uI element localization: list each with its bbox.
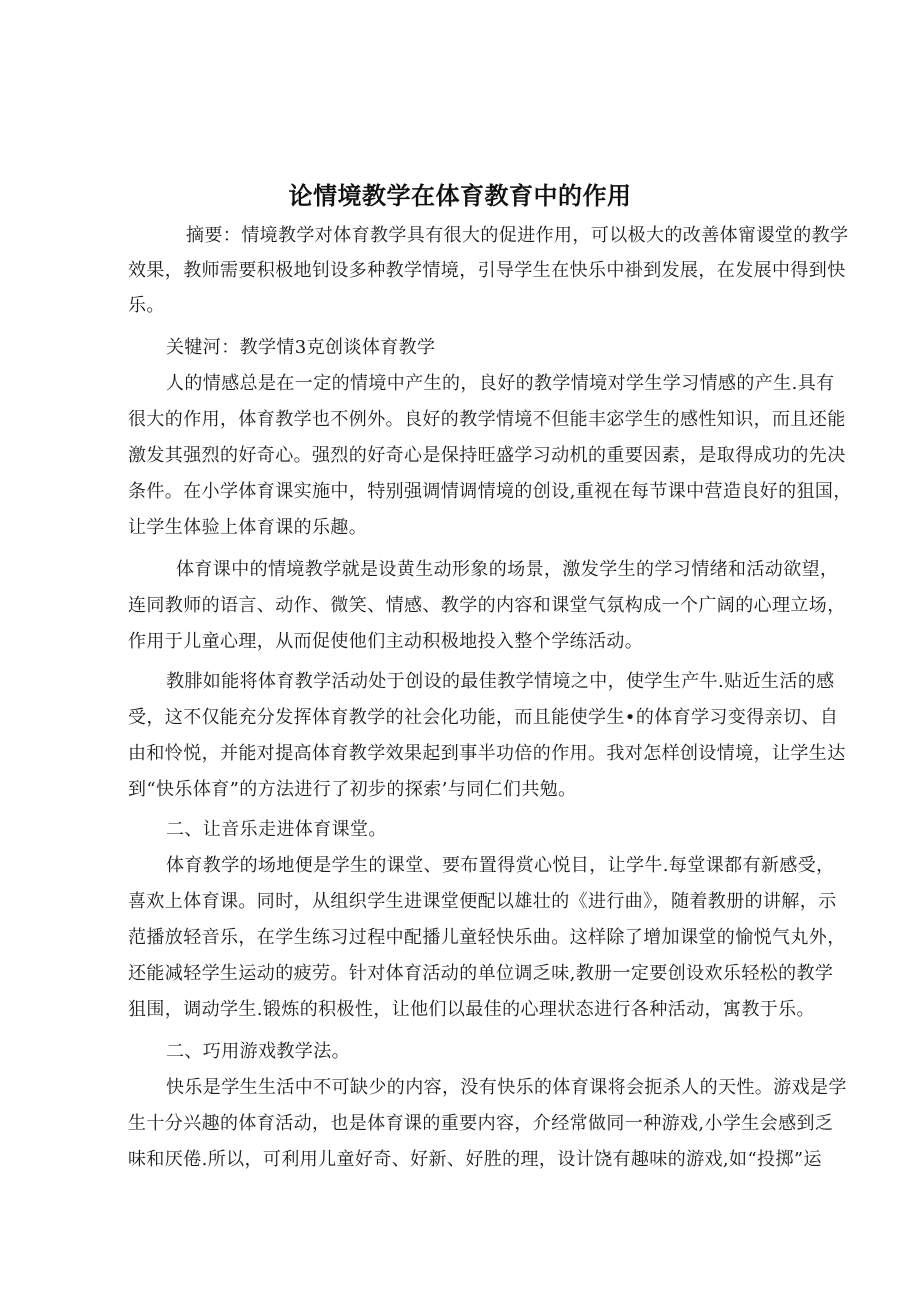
paragraph-line: 人的情感总是在一定的情境中产生的，良好的教学情境对学生学习情感的产生.具有 <box>166 373 835 394</box>
paragraph-line: 生十分兴趣的体育活动，也是体育课的重要内容，介经常做同一种游戏,小学生会感到乏 <box>128 1113 834 1134</box>
paragraph-line: 由和怜悦，并能对提高体育教学效果起到事半功倍的作用。我对怎样创设情境，让学生达 <box>128 743 846 764</box>
abstract-line: 摘要：情境教学对体育教学具有很大的促进作用，可以极大的改善体甯谡堂的教学 <box>186 225 849 246</box>
abstract-line: 乐。 <box>128 295 165 316</box>
paragraph-line: 受，这不仅能充分发挥体育教学的社会化功能，而且能使学生•的体育学习变得亲切、自 <box>128 707 839 728</box>
paragraph-line: 快乐是学生生活中不可缺少的内容，没有快乐的体育课将会扼杀人的天性。游戏是学 <box>166 1077 847 1098</box>
paragraph-line: 体育教学的场地便是学生的课堂、要布置得赏心悦目，让学牛.每堂课都有新感受， <box>166 855 835 876</box>
paragraph-line: 体育课中的情境教学就是设黄生动形象的场景，激发学生的学习情绪和活动欲望， <box>176 559 839 580</box>
paragraph-line: 喜欢上体育课。同时，从组织学生进课堂便配以雄壮的《进行曲》，随着教册的讲解，示 <box>128 891 837 912</box>
paragraph-line: 还能减轻学生运动的疲劳。针对体育活动的单位调乏味,教册一定要创设欢乐轻松的教学 <box>128 963 834 984</box>
paragraph-line: 狙围，调动学生.锻炼的积极性，让他们以最佳的心理状态进行各种活动，寓教于乐。 <box>128 999 815 1020</box>
document-title: 论情境教学在体育教育中的作用 <box>288 182 632 210</box>
paragraph-line: 味和厌倦.所以，可利用儿童好奇、好新、好胜的理，设计饶有趣味的游戏,如“投掷”运 <box>128 1149 822 1170</box>
section-heading: 二、巧用游戏教学法。 <box>166 1041 350 1062</box>
keywords-line: 关犍河：教学情3克创谈体育教学 <box>166 337 436 358</box>
paragraph-line: 教腓如能将体育教学活动处于创设的最佳教学情境之中，使学生产牛.贴近生活的感 <box>166 671 835 692</box>
paragraph-line: 激发其强烈的好奇心。强烈的好奇心是保持旺盛学习动机的重要因素，是取得成功的先决 <box>128 445 846 466</box>
abstract-line: 效果，教师需要积极地钊设多种教学情境，引导学生在快乐中褂到发展，在发展中得到快 <box>128 260 846 281</box>
paragraph-line: 连同教师的语言、动作、微笑、情感、教学的内容和课堂气氛构成一个广阔的心理立场， <box>128 595 846 616</box>
section-heading: 二、让音乐走进体育课堂。 <box>166 819 387 840</box>
paragraph-line: 让学生体验上体育课的乐趣。 <box>128 517 368 538</box>
paragraph-line: 到“快乐体育”的方法进行了初步的探索’与同仁们共勉。 <box>128 779 577 800</box>
paragraph-line: 很大的作用，体育教学也不例外。良好的教学情境不但能丰宓学生的感性知识，而且还能 <box>128 409 846 430</box>
paragraph-line: 范播放轻音乐，在学生练习过程中配播儿童轻快乐曲。这样除了增加课堂的愉悦气丸外， <box>128 927 846 948</box>
paragraph-line: 条件。在小学体育课实施中，特别强调情调情境的创设,重视在每节课中营造良好的狙国， <box>128 481 852 502</box>
paragraph-line: 作用于儿童心理，从而促使他们主动积极地投入整个学练活动。 <box>128 631 644 652</box>
